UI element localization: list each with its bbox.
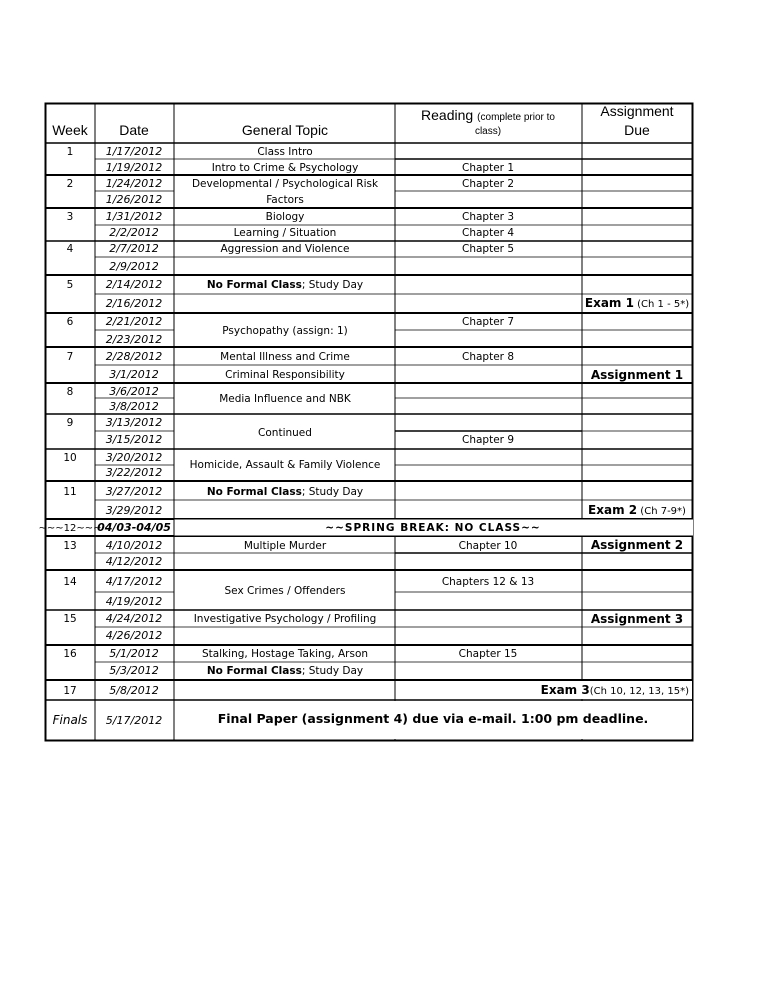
header-due: Due [624, 122, 650, 138]
week-cell: 2 [66, 178, 74, 190]
topic-cell: Investigative Psychology / Profiling [193, 613, 377, 625]
date-cell: 4/19/2012 [105, 595, 163, 608]
reading-cell: Chapter 9 [462, 434, 514, 446]
week-cell: 5 [66, 279, 74, 291]
assignment-bold: Exam 1 [584, 296, 634, 310]
reading-cell: Chapter 1 [462, 162, 514, 174]
topic-cell [207, 665, 363, 677]
date-cell: 3/22/2012 [105, 466, 163, 479]
date-cell: 2/16/2012 [105, 297, 163, 310]
row-lines [95, 159, 693, 662]
week-cell: 9 [66, 417, 74, 429]
final-paper-note: Final Paper (assignment 4) due via e-mail. 1:00 pm deadline. [217, 711, 649, 726]
reading-cell: Chapter 3 [462, 211, 514, 223]
topic-cell: Mental Illness and Crime [220, 351, 350, 363]
header-reading [421, 107, 555, 123]
reading-cell: Chapter 15 [458, 648, 518, 660]
week-cell: 14 [63, 576, 77, 588]
topic-rest: ; Study Day [301, 665, 364, 677]
reading-cell: Chapter 7 [462, 316, 514, 328]
date-cell: 4/17/2012 [105, 575, 163, 588]
date-cell: 2/2/2012 [109, 226, 159, 239]
date-cell: 2/28/2012 [105, 350, 163, 363]
topic-cell: Learning / Situation [233, 227, 337, 239]
date-cell: 5/8/2012 [109, 684, 159, 697]
date-cell: 1/31/2012 [105, 210, 163, 223]
date-cell: 3/15/2012 [105, 433, 163, 446]
exam3-bold: Exam 3 [540, 683, 590, 697]
date-cell: 3/1/2012 [109, 368, 159, 381]
topic-cell [207, 486, 363, 498]
week-cell: 10 [63, 452, 77, 464]
week-cell: 11 [63, 486, 77, 498]
date-cell: 3/29/2012 [105, 504, 163, 517]
week-cell: 1 [66, 146, 74, 158]
reading-cell: Chapter 8 [462, 351, 514, 363]
date-cell: 3/6/2012 [109, 385, 159, 398]
topic-cell: Sex Crimes / Offenders [224, 585, 346, 597]
date-cell: 4/10/2012 [105, 539, 163, 552]
topic-cell: Psychopathy (assign: 1) [222, 325, 348, 337]
topic-rest: ; Study Day [301, 279, 364, 291]
date-cell: 1/26/2012 [105, 193, 163, 206]
header-reading-bold: Reading [421, 107, 474, 123]
date-cell: 2/9/2012 [109, 260, 159, 273]
date-cell: 3/13/2012 [105, 416, 163, 429]
topic-cell: Multiple Murder [243, 540, 327, 552]
date-cell: 1/24/2012 [105, 177, 163, 190]
assignment-cell [588, 503, 686, 517]
reading-cell: Chapter 5 [462, 243, 514, 255]
topic-cell: Aggression and Violence [220, 243, 350, 255]
date-cell: 2/23/2012 [105, 333, 163, 346]
topic-cell: Homicide, Assault & Family Violence [189, 459, 381, 471]
topic-bold: No Formal Class [206, 486, 302, 498]
date-cell: 1/19/2012 [105, 161, 163, 174]
topic-cell: Criminal Responsibility [225, 369, 345, 381]
header-week: Week [52, 122, 88, 138]
date-cell: 5/3/2012 [109, 664, 159, 677]
assignment-cell [585, 296, 689, 310]
week-cell: 13 [63, 540, 77, 552]
topic-cell: Continued [258, 427, 312, 439]
assignment-rest: (Ch 7-9*) [637, 506, 686, 517]
topic-cell [207, 279, 363, 291]
header-date: Date [119, 122, 149, 138]
week-cell: 7 [66, 351, 74, 363]
reading-cell: Chapters 12 & 13 [441, 576, 535, 588]
topic-bold: No Formal Class [206, 665, 302, 677]
week-cell: ~~~12~~~ [38, 523, 102, 534]
header-assignment: Assignment [600, 103, 674, 119]
date-cell: 5/1/2012 [109, 647, 159, 660]
assignment-rest: (Ch 1 - 5*) [633, 299, 690, 310]
week-cell: 6 [66, 316, 74, 328]
assignment-cell: Assignment 2 [590, 538, 684, 552]
date-cell: 2/21/2012 [105, 315, 163, 328]
assignment-bold: Exam 2 [588, 503, 638, 517]
header-reading-note: (complete prior to [477, 112, 555, 123]
week-cell: 4 [66, 243, 74, 255]
date-cell: 2/14/2012 [105, 278, 163, 291]
topic-cell: Intro to Crime & Psychology [211, 162, 359, 174]
date-cell: 3/8/2012 [109, 400, 159, 413]
reading-cell: Chapter 4 [462, 227, 514, 239]
exam3-rest: (Ch 10, 12, 13, 15*) [589, 686, 689, 697]
date-cell: 4/26/2012 [105, 629, 163, 642]
topic-cell: Biology [265, 211, 305, 223]
week-cell: 3 [66, 211, 74, 223]
week-cell: 16 [63, 648, 77, 660]
topic-cell: Factors [266, 194, 304, 206]
week-cell: Finals [52, 713, 88, 727]
topic-cell: Media Influence and NBK [219, 393, 351, 405]
reading-cell: Chapter 10 [458, 540, 518, 552]
date-cell: 04/03-04/05 [97, 521, 171, 534]
date-cell: 2/7/2012 [109, 242, 159, 255]
header-topic: General Topic [241, 122, 329, 138]
date-cell: 4/12/2012 [105, 555, 163, 568]
topic-cell: Developmental / Psychological Risk [191, 178, 379, 190]
topic-bold: No Formal Class [206, 279, 302, 291]
topic-cell: Stalking, Hostage Taking, Arson [201, 648, 369, 660]
date-cell: 3/27/2012 [105, 485, 163, 498]
date-cell: 1/17/2012 [105, 145, 163, 158]
week-cell: 8 [66, 386, 74, 398]
date-cell: 4/24/2012 [105, 612, 163, 625]
week-cell: 17 [63, 685, 77, 697]
topic-cell: Class Intro [257, 146, 313, 158]
week-cell: 15 [63, 613, 77, 625]
header-reading-note-2: class) [474, 126, 502, 137]
date-cell: 3/20/2012 [105, 451, 163, 464]
date-cell: 5/17/2012 [105, 714, 163, 727]
assignment-cell: Assignment 1 [590, 368, 684, 382]
reading-cell: Chapter 2 [462, 178, 514, 190]
assignment-cell: Assignment 3 [590, 612, 684, 626]
spring-break-banner: ~~SPRING BREAK: NO CLASS~~ [325, 522, 541, 534]
exam3-cell [541, 683, 689, 697]
topic-rest: ; Study Day [301, 486, 364, 498]
